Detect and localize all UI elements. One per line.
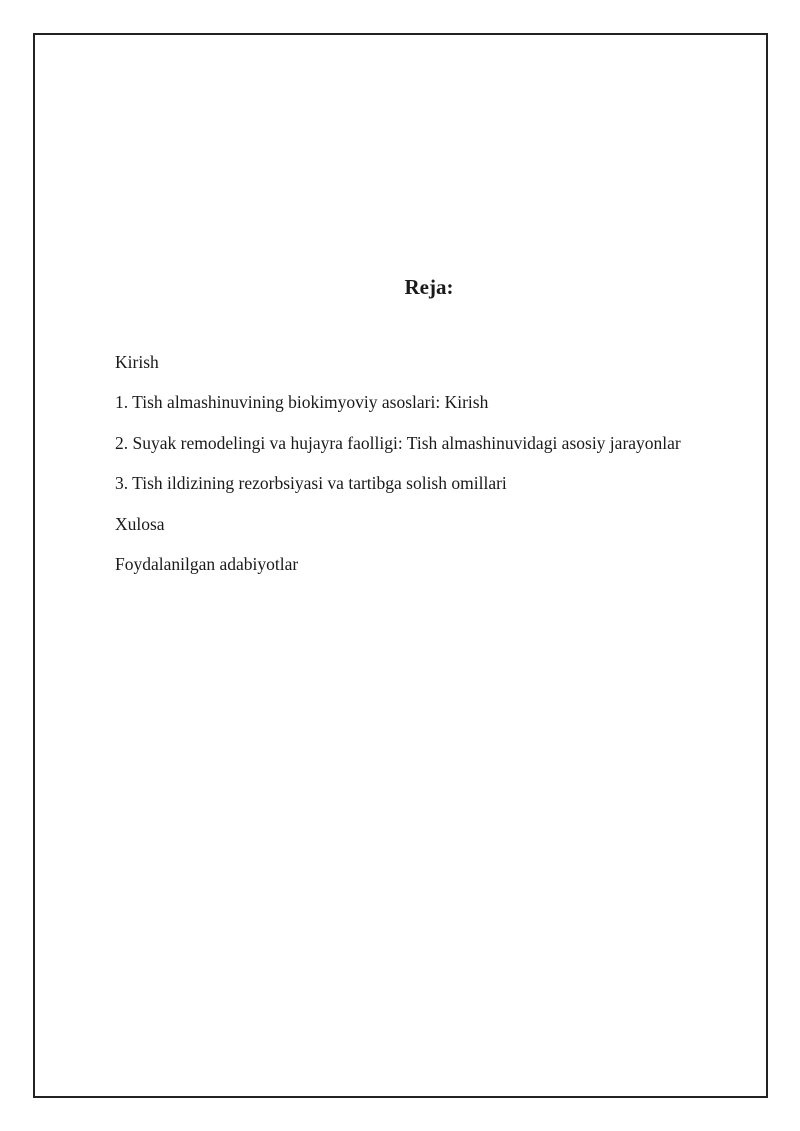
toc-item-section-2: 2. Suyak remodelingi va hujayra faolligi: Tish almashinuvidagi asosiy jarayonlar [115, 432, 681, 453]
toc-item-introduction: Kirish [115, 352, 159, 372]
toc-item-section-1: 1. Tish almashinuvining biokimyoviy asoslari: Kirish [115, 392, 489, 413]
toc-item-conclusion: Xulosa [115, 513, 165, 534]
toc-item-references: Foydalanilgan adabiyotlar [115, 553, 299, 574]
table-of-contents [115, 351, 681, 593]
toc-item-section-3: 3. Tish ildizining rezorbsiyasi va tartibga solish omillari [115, 473, 507, 494]
page-title: Reja: [404, 275, 454, 299]
